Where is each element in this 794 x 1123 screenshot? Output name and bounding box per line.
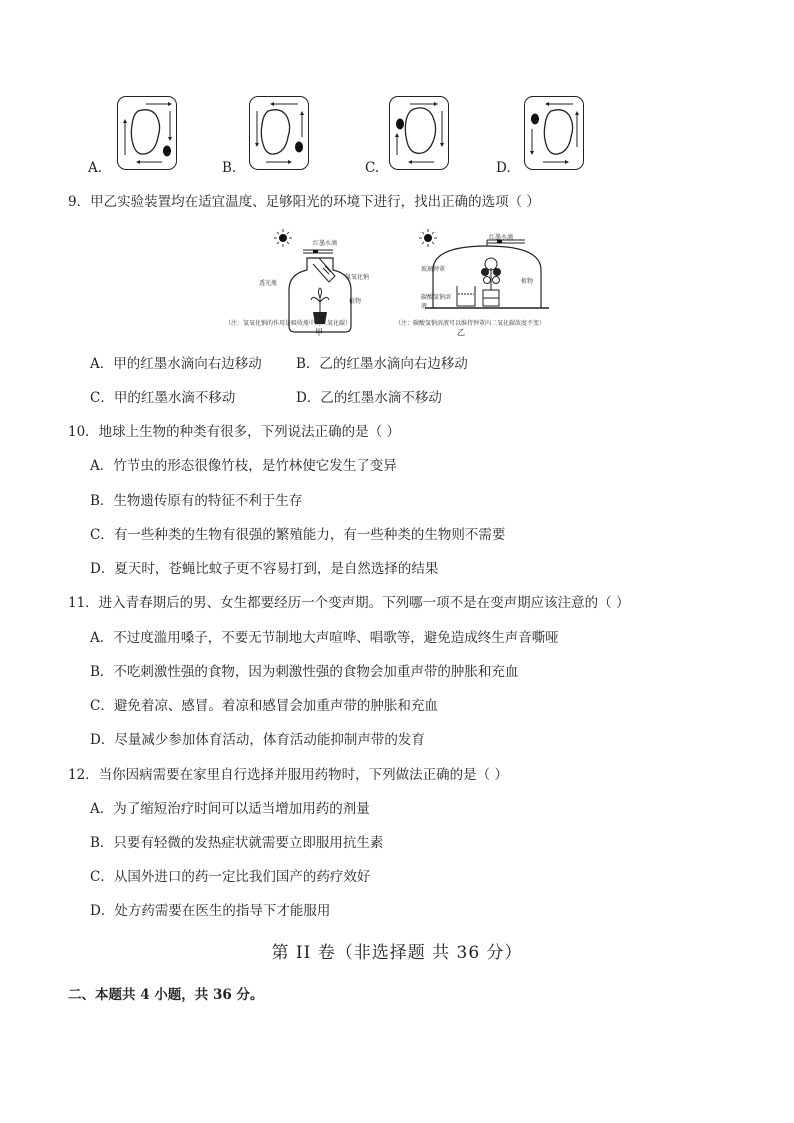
q8-cell-diagram-b: [249, 96, 309, 170]
q8-option-c-label: C.: [365, 160, 380, 176]
q12-option-c: C．从国外进口的药一定比我们国产的药疗效好: [90, 869, 371, 885]
q10-option-a: A．竹节虫的形态很像竹枝，是竹林使它发生了变异: [90, 458, 397, 474]
yi-label-plant: 植物: [521, 278, 534, 285]
sun-icon-jia: [274, 229, 292, 247]
q9-experiment-figure: [225, 228, 605, 340]
q11-stem: 11．进入青春期后的男、女生都要经历一个变声期。下列哪一项不是在变声期应该注意的（ ）: [68, 595, 630, 611]
jia-label-light: 透光瓶: [259, 280, 278, 287]
jia-label-naoh: 氢氧化钠: [345, 274, 370, 281]
q9-option-c: C．甲的红墨水滴不移动: [90, 390, 236, 406]
q11-option-c: C．避免着凉、感冒。着凉和感冒会加重声带的肿胀和充血: [90, 698, 438, 714]
jia-label-plant: 植物: [349, 298, 362, 305]
q11-option-a: A．不过度滥用嗓子，不要无节制地大声喧哗、唱歌等，避免造成终生声音嘶哑: [90, 630, 559, 646]
section-subtitle: 二、本题共 4 小题，共 36 分。: [68, 987, 264, 1003]
q10-option-d: D．夏天时，苍蝇比蚊子更不容易打到，是自然选择的结果: [90, 561, 439, 577]
yi-label-cover: 玻璃钟罩: [421, 266, 446, 273]
sun-icon-yi: [419, 229, 437, 247]
q11-option-d: D．尽量减少参加体育活动，体育活动能抑制声带的发育: [90, 732, 425, 748]
q8-option-d-label: D.: [496, 160, 511, 176]
q9-option-a: A．甲的红墨水滴向右边移动: [90, 356, 262, 372]
section-title: 第 II 卷（非选择题 共 36 分）: [271, 943, 523, 963]
yi-label-drop: 红墨水滴: [489, 234, 514, 241]
q8-option-b-label: B.: [222, 160, 237, 176]
q12-option-a: A．为了缩短治疗时间可以适当增加用药的剂量: [90, 801, 370, 817]
q9-option-d: D．乙的红墨水滴不移动: [296, 390, 442, 406]
q10-stem: 10．地球上生物的种类有很多，下列说法正确的是（ ）: [68, 424, 400, 440]
jia-label-drop: 红墨水滴: [313, 240, 338, 247]
yi-note: （注：碳酸氢钠溶液可以维持钟罩内二氧化碳浓度不变）: [395, 320, 546, 327]
q8-cell-diagram-c: [389, 96, 449, 170]
q12-option-b: B．只要有轻微的发热症状就需要立即服用抗生素: [90, 835, 384, 851]
q11-option-b: B．不吃刺激性强的食物，因为刺激性强的食物会加重声带的肿胀和充血: [90, 664, 519, 680]
yi-caption: 乙: [457, 328, 465, 337]
q9-option-b: B．乙的红墨水滴向右边移动: [296, 356, 468, 372]
jia-caption: 甲: [315, 328, 323, 337]
q8-cell-diagram-a: [117, 96, 177, 170]
q12-stem: 12．当你因病需要在家里自行选择并服用药物时，下列做法正确的是（ ）: [68, 767, 508, 783]
q9-stem: 9．甲乙实验装置均在适宜温度、足够阳光的环境下进行，找出正确的选项（ ）: [68, 194, 540, 210]
q12-option-d: D．处方药需要在医生的指导下才能服用: [90, 903, 331, 919]
q10-option-c: C．有一些种类的生物有很强的繁殖能力，有一些种类的生物则不需要: [90, 527, 506, 543]
q8-option-a-label: A.: [88, 160, 103, 176]
yi-label-solution: 碳酸氢钠溶液: [421, 294, 452, 310]
q10-option-b: B．生物遗传原有的特征不利于生存: [90, 493, 303, 509]
q8-cell-diagram-d: [524, 96, 584, 170]
jia-note: （注：氢氧化钠的作用是吸收瓶中的二氧化碳）: [225, 320, 352, 327]
